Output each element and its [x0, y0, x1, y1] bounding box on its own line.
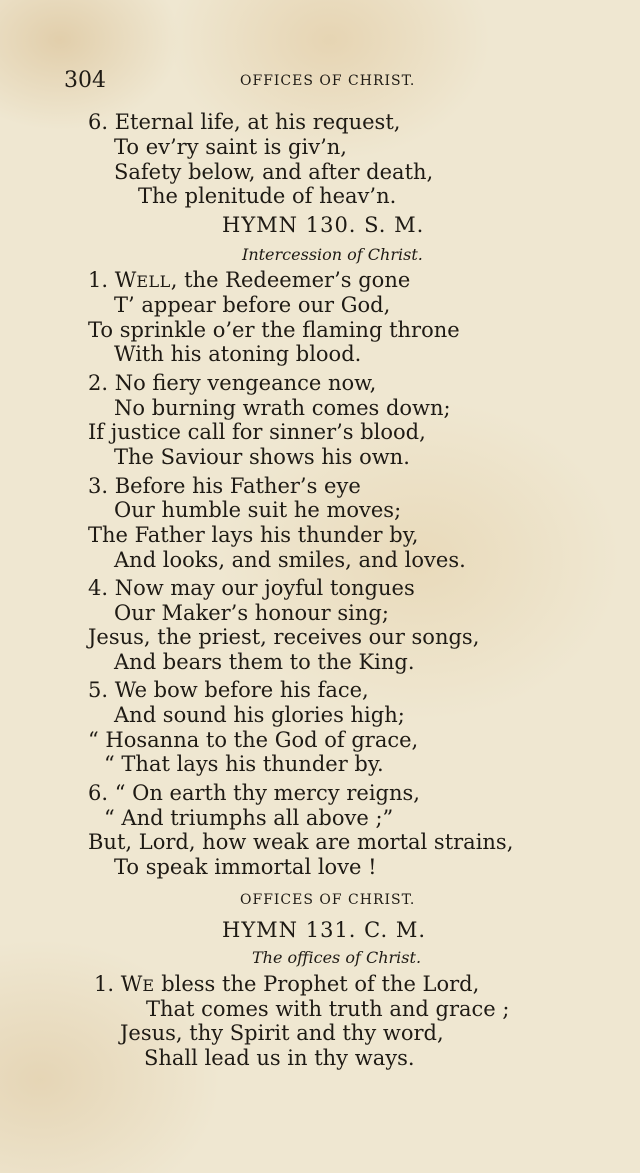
- verse-line: 6. “ On earth thy mercy reigns,: [88, 781, 420, 805]
- verse-line: 1. WE bless the Prophet of the Lord,: [94, 972, 480, 996]
- verse-line: 1. WELL, the Redeemer’s gone: [88, 268, 411, 292]
- page-number: 304: [64, 68, 106, 93]
- verse-line: 4. Now may our joyful tongues: [88, 576, 415, 600]
- verse-line: And bears them to the King.: [114, 650, 415, 674]
- verse-line: Our Maker’s honour sing;: [114, 601, 389, 625]
- verse-line: Shall lead us in thy ways.: [144, 1046, 415, 1070]
- verse-line: But, Lord, how weak are mortal strains,: [88, 830, 514, 854]
- verse-line: If justice call for sinner’s blood,: [88, 420, 426, 444]
- verse-line: “ Hosanna to the God of grace,: [88, 728, 419, 752]
- page-header: [64, 68, 584, 96]
- verse-line: 6. Eternal life, at his request,: [88, 110, 401, 134]
- hymn-title: HYMN 130. S. M.: [222, 213, 425, 237]
- verse-line: To speak immortal love !: [114, 855, 377, 879]
- verse-line: “ And triumphs all above ;”: [104, 806, 394, 830]
- verse-line: That comes with truth and grace ;: [146, 997, 510, 1021]
- verse-line: With his atoning blood.: [114, 342, 362, 366]
- verse-line: Jesus, the priest, receives our songs,: [88, 625, 480, 649]
- verse-line: 5. We bow before his face,: [88, 678, 369, 702]
- hymn-subtitle: The offices of Christ.: [252, 948, 422, 967]
- verse-line: T’ appear before our God,: [114, 293, 391, 317]
- verse-line: Jesus, thy Spirit and thy word,: [120, 1021, 444, 1045]
- running-head: OFFICES OF CHRIST.: [240, 73, 416, 89]
- verse-line: And looks, and smiles, and loves.: [114, 548, 466, 572]
- verse-line: The Father lays his thunder by,: [88, 523, 419, 547]
- verse-line: The Saviour shows his own.: [114, 445, 410, 469]
- verse-line: To sprinkle o’er the flaming throne: [88, 318, 460, 342]
- verse-line: Our humble suit he moves;: [114, 498, 402, 522]
- verse-line: The plenitude of heav’n.: [138, 184, 397, 208]
- verse-line: 2. No fiery vengeance now,: [88, 371, 377, 395]
- verse-line: No burning wrath comes down;: [114, 396, 451, 420]
- verse-line: “ That lays his thunder by.: [104, 752, 384, 776]
- verse-line: Safety below, and after death,: [114, 160, 434, 184]
- hymn-title: HYMN 131. C. M.: [222, 918, 427, 942]
- verse-line: And sound his glories high;: [114, 703, 405, 727]
- verse-line: 3. Before his Father’s eye: [88, 474, 361, 498]
- verse-line: To ev’ry saint is giv’n,: [114, 135, 347, 159]
- hymn-subtitle: Intercession of Christ.: [242, 245, 423, 264]
- section-heading: OFFICES OF CHRIST.: [240, 892, 416, 908]
